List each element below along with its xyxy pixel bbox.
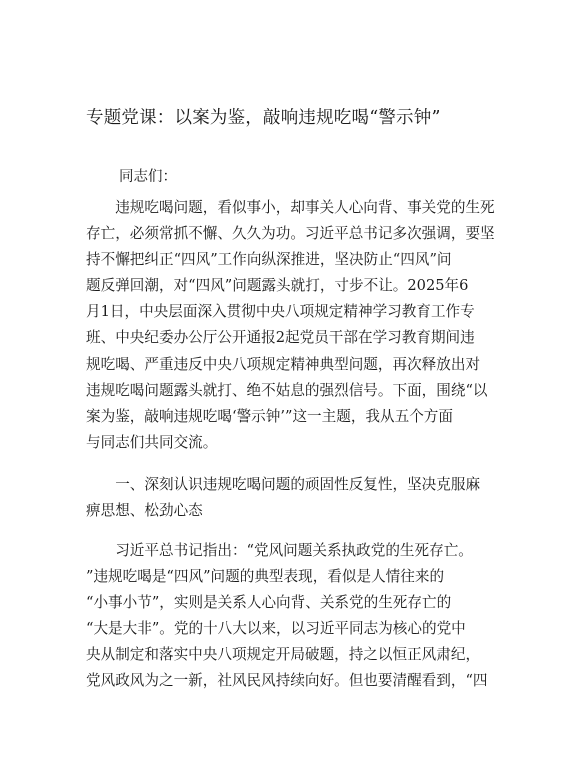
text-line: 班、中央纪委办公厅公开通报2起党员干部在学习教育期间违 <box>86 329 475 347</box>
text-line: 违规吃喝问题，看似事小，却事关人心向背、事关党的生死 <box>86 199 495 216</box>
text-line: 一、深刻认识违规吃喝问题的顽固性反复性，坚决克服麻 <box>86 476 481 493</box>
text-line: 党风政风为之一新，社风民风持续向好。但也要清醒看到，“四 <box>86 672 488 690</box>
text-line: ”违规吃喝是“四风”问题的典型表现，看似是人情往来的 <box>86 568 445 586</box>
text-line: 存亡，必须常抓不懈、久久为功。习近平总书记多次强调，要坚 <box>86 225 495 243</box>
text-line: 违规吃喝问题露头就打、绝不姑息的强烈信号。下面，围绕“以 <box>86 381 488 399</box>
text-line: 央从制定和落实中央八项规定开局破题，持之以恒正风肃纪， <box>86 646 481 664</box>
text-line: 痹思想、松劲心态 <box>86 502 203 520</box>
text-line: 持不懈把纠正“四风”工作向纵深推进，坚决防止“四风”问 <box>86 251 452 269</box>
text-line: “大是大非”。党的十八大以来，以习近平同志为核心的党中 <box>86 620 466 638</box>
document-title: 专题党课：以案为鉴，敲响违规吃喝“警示钟” <box>86 108 441 128</box>
paragraph-opening <box>86 195 504 456</box>
text-line: “小事小节”，实则是关系人心向背、关系党的生死存亡的 <box>86 594 452 612</box>
text-line: 与同志们共同交流。 <box>86 433 218 451</box>
text-line: 题反弹回潮，对“四风”问题露头就打，寸步不让。2025年6 <box>86 277 469 295</box>
salutation: 同志们： <box>119 169 177 185</box>
text-line: 案为鉴，敲响违规吃喝‘警示钟’”这一主题，我从五个方面 <box>86 407 453 425</box>
text-line: 规吃喝、严重违反中央八项规定精神典型问题，再次释放出对 <box>86 355 481 373</box>
text-line: 习近平总书记指出：“党风问题关系执政党的生死存亡。 <box>86 542 473 559</box>
section-heading-one <box>86 472 504 524</box>
paragraph-section-one <box>86 538 504 695</box>
text-line: 月1日，中央层面深入贯彻中央八项规定精神学习教育工作专 <box>86 303 475 321</box>
